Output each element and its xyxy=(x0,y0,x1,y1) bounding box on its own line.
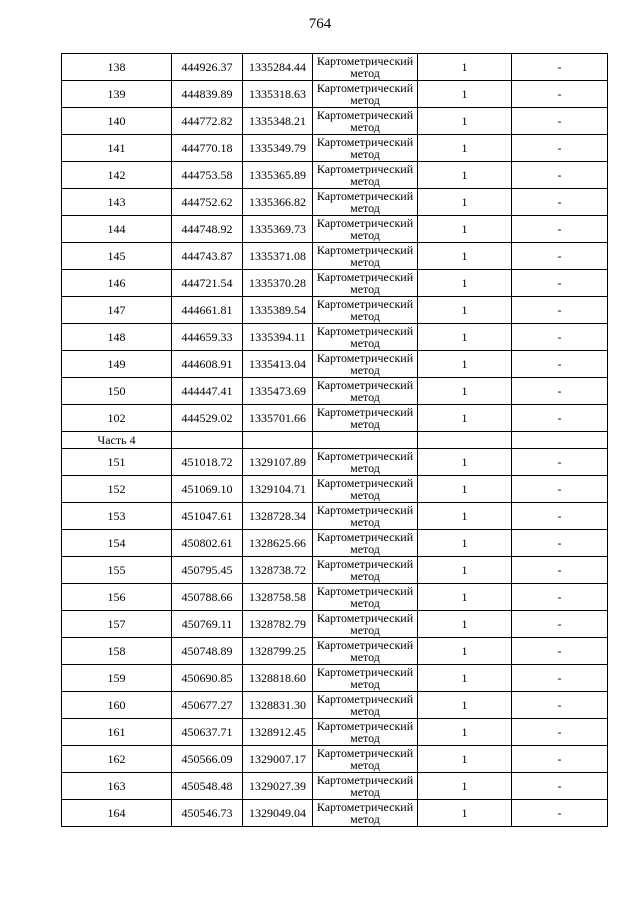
mean-error: 1 xyxy=(418,135,512,162)
coord-y: 1328831.30 xyxy=(243,692,313,719)
coord-y: 1335369.73 xyxy=(243,216,313,243)
mean-error: 1 xyxy=(418,162,512,189)
table-row xyxy=(62,773,608,800)
coord-y: 1328758.58 xyxy=(243,584,313,611)
method-cell xyxy=(313,692,418,719)
point-description: - xyxy=(512,476,608,503)
point-description: - xyxy=(512,324,608,351)
coord-x: 444926.37 xyxy=(172,54,243,81)
method-line-2: метод xyxy=(350,120,380,134)
point-number: 147 xyxy=(62,297,172,324)
coord-y: 1328799.25 xyxy=(243,638,313,665)
coord-y: 1335394.11 xyxy=(243,324,313,351)
method-line-2: метод xyxy=(350,336,380,350)
point-number: 138 xyxy=(62,54,172,81)
coord-y: 1335370.28 xyxy=(243,270,313,297)
method-line-1: Картометрический xyxy=(316,135,414,149)
mean-error: 1 xyxy=(418,746,512,773)
point-number: 142 xyxy=(62,162,172,189)
page-number: 764 xyxy=(308,16,332,32)
point-number: 162 xyxy=(62,746,172,773)
coord-x: 450566.09 xyxy=(172,746,243,773)
method-line-1: Картометрический xyxy=(316,270,414,284)
table-row xyxy=(62,162,608,189)
table-row xyxy=(62,665,608,692)
method-line-1: Картометрический xyxy=(316,378,414,392)
table-row xyxy=(62,449,608,476)
method-line-2: метод xyxy=(350,174,380,188)
coordinates-table xyxy=(61,53,608,827)
method-line-2: метод xyxy=(350,66,380,80)
method-line-2: метод xyxy=(350,731,380,745)
table-row xyxy=(62,557,608,584)
coord-x: 450788.66 xyxy=(172,584,243,611)
coord-x: 451047.61 xyxy=(172,503,243,530)
method-line-2: метод xyxy=(350,569,380,583)
method-line-1: Картометрический xyxy=(316,162,414,176)
coord-x: 444748.92 xyxy=(172,216,243,243)
point-description: - xyxy=(512,692,608,719)
method-line-2: метод xyxy=(350,309,380,323)
method-line-1: Картометрический xyxy=(316,719,414,733)
point-description: - xyxy=(512,557,608,584)
point-description: - xyxy=(512,584,608,611)
point-description: - xyxy=(512,243,608,270)
method-line-1: Картометрический xyxy=(316,108,414,122)
method-line-2: метод xyxy=(350,201,380,215)
coord-y: 1335389.54 xyxy=(243,297,313,324)
method-cell xyxy=(313,476,418,503)
point-description: - xyxy=(512,449,608,476)
method-line-1: Картометрический xyxy=(316,351,414,365)
method-line-2: метод xyxy=(350,147,380,161)
coord-x: 444753.58 xyxy=(172,162,243,189)
coord-x: 451069.10 xyxy=(172,476,243,503)
method-cell xyxy=(313,405,418,432)
point-number: 145 xyxy=(62,243,172,270)
coord-y: 1329049.04 xyxy=(243,800,313,827)
method-line-1: Картометрический xyxy=(316,584,414,598)
coord-y: 1328625.66 xyxy=(243,530,313,557)
mean-error: 1 xyxy=(418,692,512,719)
point-number: 158 xyxy=(62,638,172,665)
table-row xyxy=(62,378,608,405)
section-row xyxy=(62,432,608,449)
method-line-1: Картометрический xyxy=(316,81,414,95)
method-cell xyxy=(313,324,418,351)
mean-error: 1 xyxy=(418,638,512,665)
coordinates-table-body xyxy=(62,54,608,827)
method-cell xyxy=(313,270,418,297)
method-line-1: Картометрический xyxy=(316,557,414,571)
coord-y: 1329027.39 xyxy=(243,773,313,800)
coord-y: 1329007.17 xyxy=(243,746,313,773)
point-number: 164 xyxy=(62,800,172,827)
point-number: 163 xyxy=(62,773,172,800)
method-line-2: метод xyxy=(350,515,380,529)
point-number: 144 xyxy=(62,216,172,243)
method-line-1: Картометрический xyxy=(316,405,414,419)
method-cell xyxy=(313,638,418,665)
method-cell xyxy=(313,557,418,584)
method-cell xyxy=(313,54,418,81)
point-description: - xyxy=(512,638,608,665)
method-cell xyxy=(313,162,418,189)
method-line-1: Картометрический xyxy=(316,54,414,68)
point-number: 146 xyxy=(62,270,172,297)
table-row xyxy=(62,189,608,216)
point-description: - xyxy=(512,189,608,216)
point-description: - xyxy=(512,270,608,297)
coord-x: 450546.73 xyxy=(172,800,243,827)
point-description: - xyxy=(512,746,608,773)
coord-x: 444659.33 xyxy=(172,324,243,351)
coord-y: 1328912.45 xyxy=(243,719,313,746)
point-number: 151 xyxy=(62,449,172,476)
method-line-2: метод xyxy=(350,785,380,799)
mean-error: 1 xyxy=(418,665,512,692)
point-description: - xyxy=(512,351,608,378)
point-description: - xyxy=(512,665,608,692)
coord-x: 444661.81 xyxy=(172,297,243,324)
method-cell xyxy=(313,449,418,476)
table-row xyxy=(62,746,608,773)
coord-y: 1328728.34 xyxy=(243,503,313,530)
method-line-2: метод xyxy=(350,390,380,404)
method-cell xyxy=(313,297,418,324)
method-line-2: метод xyxy=(350,596,380,610)
method-line-1: Картометрический xyxy=(316,746,414,760)
mean-error: 1 xyxy=(418,270,512,297)
coord-y: 1335413.04 xyxy=(243,351,313,378)
method-line-2: метод xyxy=(350,488,380,502)
table-row xyxy=(62,324,608,351)
coord-x: 444839.89 xyxy=(172,81,243,108)
point-number: 155 xyxy=(62,557,172,584)
method-cell xyxy=(313,378,418,405)
method-line-1: Картометрический xyxy=(316,638,414,652)
method-line-2: метод xyxy=(350,542,380,556)
method-cell xyxy=(313,351,418,378)
coord-x: 450677.27 xyxy=(172,692,243,719)
method-line-2: метод xyxy=(350,363,380,377)
method-line-1: Картометрический xyxy=(316,243,414,257)
point-number: 143 xyxy=(62,189,172,216)
method-cell xyxy=(313,530,418,557)
table-row xyxy=(62,800,608,827)
coord-y: 1335701.66 xyxy=(243,405,313,432)
coord-x: 444752.62 xyxy=(172,189,243,216)
method-line-1: Картометрический xyxy=(316,449,414,463)
table-row xyxy=(62,243,608,270)
method-line-1: Картометрический xyxy=(316,297,414,311)
table-row xyxy=(62,54,608,81)
method-line-1: Картометрический xyxy=(316,189,414,203)
table-row xyxy=(62,530,608,557)
point-description: - xyxy=(512,530,608,557)
mean-error: 1 xyxy=(418,189,512,216)
method-line-2: метод xyxy=(350,812,380,826)
method-line-2: метод xyxy=(350,704,380,718)
point-description: - xyxy=(512,81,608,108)
point-description: - xyxy=(512,611,608,638)
table-row xyxy=(62,503,608,530)
point-description: - xyxy=(512,108,608,135)
method-line-1: Картометрический xyxy=(316,800,414,814)
mean-error: 1 xyxy=(418,243,512,270)
method-line-1: Картометрический xyxy=(316,692,414,706)
method-line-1: Картометрический xyxy=(316,216,414,230)
method-line-2: метод xyxy=(350,461,380,475)
method-cell xyxy=(313,665,418,692)
method-cell xyxy=(313,189,418,216)
method-line-2: метод xyxy=(350,758,380,772)
table-row xyxy=(62,108,608,135)
point-number: 153 xyxy=(62,503,172,530)
coord-x: 450795.45 xyxy=(172,557,243,584)
point-description: - xyxy=(512,800,608,827)
method-cell xyxy=(313,746,418,773)
table-row xyxy=(62,270,608,297)
method-cell xyxy=(313,135,418,162)
table-row xyxy=(62,135,608,162)
point-number: 161 xyxy=(62,719,172,746)
coord-x: 450548.48 xyxy=(172,773,243,800)
coord-y: 1328738.72 xyxy=(243,557,313,584)
empty-cell xyxy=(418,432,512,449)
point-description: - xyxy=(512,719,608,746)
coord-x: 444770.18 xyxy=(172,135,243,162)
method-cell xyxy=(313,108,418,135)
point-description: - xyxy=(512,503,608,530)
coord-y: 1335348.21 xyxy=(243,108,313,135)
method-line-1: Картометрический xyxy=(316,324,414,338)
table-row xyxy=(62,297,608,324)
method-cell xyxy=(313,611,418,638)
mean-error: 1 xyxy=(418,557,512,584)
point-description: - xyxy=(512,135,608,162)
method-cell xyxy=(313,503,418,530)
point-number: 154 xyxy=(62,530,172,557)
mean-error: 1 xyxy=(418,584,512,611)
coord-x: 444743.87 xyxy=(172,243,243,270)
point-number: 148 xyxy=(62,324,172,351)
method-cell xyxy=(313,719,418,746)
section-label: Часть 4 xyxy=(62,432,172,449)
table-row xyxy=(62,719,608,746)
mean-error: 1 xyxy=(418,611,512,638)
coord-y: 1335371.08 xyxy=(243,243,313,270)
method-line-1: Картометрический xyxy=(316,773,414,787)
mean-error: 1 xyxy=(418,503,512,530)
method-line-1: Картометрический xyxy=(316,503,414,517)
coord-x: 444608.91 xyxy=(172,351,243,378)
point-description: - xyxy=(512,405,608,432)
mean-error: 1 xyxy=(418,476,512,503)
coord-x: 450802.61 xyxy=(172,530,243,557)
mean-error: 1 xyxy=(418,108,512,135)
method-cell xyxy=(313,216,418,243)
point-number: 149 xyxy=(62,351,172,378)
coord-y: 1335318.63 xyxy=(243,81,313,108)
method-cell xyxy=(313,243,418,270)
coord-y: 1328818.60 xyxy=(243,665,313,692)
method-line-2: метод xyxy=(350,623,380,637)
point-number: 159 xyxy=(62,665,172,692)
coord-x: 444772.82 xyxy=(172,108,243,135)
point-number: 160 xyxy=(62,692,172,719)
table-row xyxy=(62,81,608,108)
point-number: 141 xyxy=(62,135,172,162)
point-number: 140 xyxy=(62,108,172,135)
method-line-1: Картометрический xyxy=(316,665,414,679)
mean-error: 1 xyxy=(418,81,512,108)
table-row xyxy=(62,476,608,503)
method-cell xyxy=(313,81,418,108)
coord-y: 1329107.89 xyxy=(243,449,313,476)
method-line-2: метод xyxy=(350,228,380,242)
coord-x: 450748.89 xyxy=(172,638,243,665)
point-number: 102 xyxy=(62,405,172,432)
point-number: 139 xyxy=(62,81,172,108)
point-number: 150 xyxy=(62,378,172,405)
coord-y: 1328782.79 xyxy=(243,611,313,638)
table-row xyxy=(62,584,608,611)
point-description: - xyxy=(512,162,608,189)
coord-x: 450637.71 xyxy=(172,719,243,746)
mean-error: 1 xyxy=(418,324,512,351)
coord-x: 444529.02 xyxy=(172,405,243,432)
method-cell xyxy=(313,773,418,800)
coord-x: 444447.41 xyxy=(172,378,243,405)
table-row xyxy=(62,638,608,665)
coord-x: 450690.85 xyxy=(172,665,243,692)
mean-error: 1 xyxy=(418,800,512,827)
mean-error: 1 xyxy=(418,351,512,378)
empty-cell xyxy=(243,432,313,449)
table-row xyxy=(62,692,608,719)
method-cell xyxy=(313,584,418,611)
coord-y: 1329104.71 xyxy=(243,476,313,503)
empty-cell xyxy=(172,432,243,449)
point-number: 152 xyxy=(62,476,172,503)
method-line-1: Картометрический xyxy=(316,476,414,490)
coord-x: 450769.11 xyxy=(172,611,243,638)
table-row xyxy=(62,351,608,378)
mean-error: 1 xyxy=(418,216,512,243)
table-row xyxy=(62,405,608,432)
coord-y: 1335284.44 xyxy=(243,54,313,81)
mean-error: 1 xyxy=(418,719,512,746)
coord-y: 1335366.82 xyxy=(243,189,313,216)
mean-error: 1 xyxy=(418,405,512,432)
mean-error: 1 xyxy=(418,378,512,405)
coord-y: 1335365.89 xyxy=(243,162,313,189)
method-line-2: метод xyxy=(350,282,380,296)
coord-y: 1335473.69 xyxy=(243,378,313,405)
point-number: 156 xyxy=(62,584,172,611)
coord-x: 444721.54 xyxy=(172,270,243,297)
method-line-2: метод xyxy=(350,677,380,691)
empty-cell xyxy=(512,432,608,449)
mean-error: 1 xyxy=(418,773,512,800)
method-line-2: метод xyxy=(350,650,380,664)
method-line-2: метод xyxy=(350,255,380,269)
coord-x: 451018.72 xyxy=(172,449,243,476)
mean-error: 1 xyxy=(418,297,512,324)
coord-y: 1335349.79 xyxy=(243,135,313,162)
empty-cell xyxy=(313,432,418,449)
point-number: 157 xyxy=(62,611,172,638)
method-line-2: метод xyxy=(350,417,380,431)
mean-error: 1 xyxy=(418,449,512,476)
method-line-1: Картометрический xyxy=(316,530,414,544)
table-row xyxy=(62,611,608,638)
point-description: - xyxy=(512,773,608,800)
method-cell xyxy=(313,800,418,827)
method-line-2: метод xyxy=(350,93,380,107)
point-description: - xyxy=(512,216,608,243)
mean-error: 1 xyxy=(418,54,512,81)
method-line-1: Картометрический xyxy=(316,611,414,625)
mean-error: 1 xyxy=(418,530,512,557)
point-description: - xyxy=(512,297,608,324)
point-description: - xyxy=(512,378,608,405)
table-row xyxy=(62,216,608,243)
point-description: - xyxy=(512,54,608,81)
